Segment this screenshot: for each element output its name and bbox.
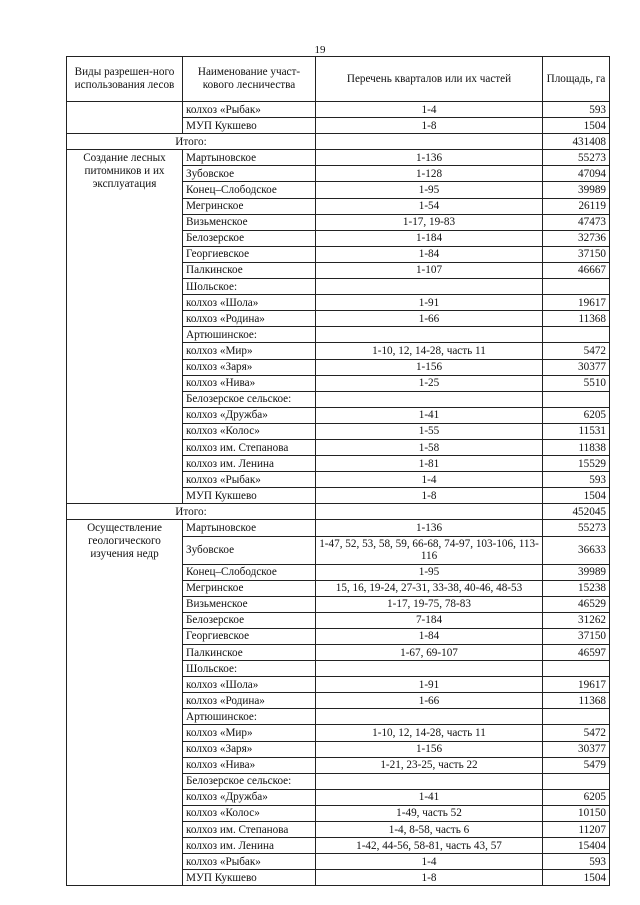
quarters-cell: 1-67, 69-107 (316, 645, 543, 661)
quarters-cell: 1-41 (316, 789, 543, 805)
total-row (67, 504, 610, 520)
district-name-cell: колхоз «Мир» (183, 725, 316, 741)
district-name-cell: колхоз «Родина» (183, 693, 316, 709)
district-name-cell: колхоз «Нива» (183, 375, 316, 391)
district-name-cell: колхоз «Дружба» (183, 789, 316, 805)
district-name-cell: Палкинское (183, 645, 316, 661)
area-cell: 46667 (543, 262, 610, 278)
quarters-cell (316, 661, 543, 677)
area-cell: 46529 (543, 596, 610, 612)
quarters-cell: 1-4, 8-58, часть 6 (316, 822, 543, 838)
area-cell: 55273 (543, 520, 610, 536)
quarters-cell: 1-41 (316, 407, 543, 423)
district-name-cell: колхоз «Рыбак» (183, 854, 316, 870)
quarters-cell (316, 279, 543, 295)
quarters-cell: 1-4 (316, 472, 543, 488)
total-quarters-cell (316, 134, 543, 150)
district-name-cell: колхоз им. Ленина (183, 456, 316, 472)
area-cell: 47473 (543, 214, 610, 230)
quarters-cell: 1-49, часть 52 (316, 805, 543, 821)
district-name-cell: колхоз «Шола» (183, 295, 316, 311)
district-name-cell: Белозерское (183, 230, 316, 246)
area-cell: 1504 (543, 118, 610, 134)
district-name-cell: Георгиевское (183, 628, 316, 644)
quarters-cell: 1-25 (316, 375, 543, 391)
quarters-cell: 1-8 (316, 870, 543, 886)
quarters-cell: 1-95 (316, 182, 543, 198)
area-cell: 32736 (543, 230, 610, 246)
header-quarters-list: Перечень кварталов или их частей (316, 57, 543, 102)
area-cell: 1504 (543, 870, 610, 886)
quarters-cell: 1-4 (316, 854, 543, 870)
district-name-cell: Мегринское (183, 580, 316, 596)
district-name-cell: Артюшинское: (183, 327, 316, 343)
area-cell: 5510 (543, 375, 610, 391)
area-cell: 5472 (543, 343, 610, 359)
district-name-cell: Мартыновское (183, 150, 316, 166)
district-name-cell: колхоз «Родина» (183, 311, 316, 327)
area-cell (543, 279, 610, 295)
quarters-cell: 1-81 (316, 456, 543, 472)
area-cell: 15238 (543, 580, 610, 596)
district-name-cell: Шольское: (183, 279, 316, 295)
quarters-cell: 1-95 (316, 564, 543, 580)
area-cell: 593 (543, 854, 610, 870)
area-cell: 11531 (543, 423, 610, 439)
quarters-cell: 1-91 (316, 295, 543, 311)
quarters-cell: 1-58 (316, 439, 543, 455)
quarters-cell: 1-8 (316, 118, 543, 134)
total-area: 431408 (543, 134, 610, 150)
district-name-cell: колхоз «Дружба» (183, 407, 316, 423)
header-use-type: Виды разрешен-ного использования лесов (67, 57, 183, 102)
quarters-cell: 1-17, 19-83 (316, 214, 543, 230)
quarters-cell (316, 391, 543, 407)
quarters-cell (316, 327, 543, 343)
quarters-cell: 1-42, 44-56, 58-81, часть 43, 57 (316, 838, 543, 854)
district-name-cell: Палкинское (183, 262, 316, 278)
area-cell: 6205 (543, 789, 610, 805)
district-name-cell: Белозерское сельское: (183, 391, 316, 407)
district-name-cell: МУП Кукшево (183, 488, 316, 504)
quarters-cell: 1-156 (316, 741, 543, 757)
quarters-cell: 1-136 (316, 520, 543, 536)
quarters-cell: 1-136 (316, 150, 543, 166)
district-name-cell: Визьменское (183, 596, 316, 612)
district-name-cell: Конец–Слободское (183, 182, 316, 198)
area-cell: 11368 (543, 693, 610, 709)
total-label: Итого: (67, 134, 316, 150)
quarters-cell: 1-66 (316, 693, 543, 709)
use-type-nurseries: Создание лесных питомников и их эксплуатация (67, 150, 183, 504)
quarters-cell: 15, 16, 19-24, 27-31, 33-38, 40-46, 48-53 (316, 580, 543, 596)
area-cell: 5472 (543, 725, 610, 741)
area-cell (543, 327, 610, 343)
area-cell: 39989 (543, 182, 610, 198)
quarters-cell: 1-91 (316, 677, 543, 693)
area-cell: 37150 (543, 628, 610, 644)
district-name-cell: Зубовское (183, 536, 316, 564)
area-cell: 593 (543, 102, 610, 118)
district-name-cell: колхоз «Шола» (183, 677, 316, 693)
quarters-cell: 1-66 (316, 311, 543, 327)
district-name-cell: колхоз «Заря» (183, 359, 316, 375)
quarters-cell: 1-156 (316, 359, 543, 375)
use-type-geology: Осуществление геологического изучения недр (67, 520, 183, 886)
use-type-cell-continued (67, 102, 183, 134)
district-name-cell: Конец–Слободское (183, 564, 316, 580)
quarters-cell: 1-17, 19-75, 78-83 (316, 596, 543, 612)
district-name-cell: колхоз «Нива» (183, 757, 316, 773)
quarters-cell: 7-184 (316, 612, 543, 628)
area-cell: 5479 (543, 757, 610, 773)
table-row (67, 150, 610, 166)
total-label: Итого: (67, 504, 316, 520)
district-name-cell: Шольское: (183, 661, 316, 677)
area-cell: 11207 (543, 822, 610, 838)
district-name-cell: Белозерское сельское: (183, 773, 316, 789)
area-cell: 46597 (543, 645, 610, 661)
district-name-cell: колхоз им. Степанова (183, 822, 316, 838)
district-name-cell: Георгиевское (183, 246, 316, 262)
total-quarters-cell (316, 504, 543, 520)
quarters-cell: 1-84 (316, 246, 543, 262)
area-cell: 15404 (543, 838, 610, 854)
area-cell: 30377 (543, 741, 610, 757)
quarters-cell: 1-10, 12, 14-28, часть 11 (316, 343, 543, 359)
district-name-cell: колхоз «Мир» (183, 343, 316, 359)
forest-use-table (66, 56, 610, 886)
quarters-cell: 1-55 (316, 423, 543, 439)
district-name-cell: Артюшинское: (183, 709, 316, 725)
area-cell: 6205 (543, 407, 610, 423)
area-cell: 31262 (543, 612, 610, 628)
header-area: Площадь, га (543, 57, 610, 102)
area-cell: 1504 (543, 488, 610, 504)
district-name-cell: колхоз им. Ленина (183, 838, 316, 854)
quarters-cell: 1-107 (316, 262, 543, 278)
district-name-cell: Мегринское (183, 198, 316, 214)
quarters-cell: 1-128 (316, 166, 543, 182)
total-area: 452045 (543, 504, 610, 520)
quarters-cell: 1-47, 52, 53, 58, 59, 66-68, 74-97, 103-106, 113-116 (316, 536, 543, 564)
district-name-cell: колхоз «Рыбак» (183, 102, 316, 118)
area-cell (543, 709, 610, 725)
quarters-cell: 1-8 (316, 488, 543, 504)
quarters-cell: 1-84 (316, 628, 543, 644)
district-name-cell: колхоз «Рыбак» (183, 472, 316, 488)
table-header (67, 57, 610, 102)
quarters-cell: 1-4 (316, 102, 543, 118)
quarters-cell (316, 773, 543, 789)
header-district-name: Наименование участ-кового лесничества (183, 57, 316, 102)
area-cell: 39989 (543, 564, 610, 580)
area-cell: 10150 (543, 805, 610, 821)
area-cell: 11838 (543, 439, 610, 455)
quarters-cell: 1-10, 12, 14-28, часть 11 (316, 725, 543, 741)
district-name-cell: МУП Кукшево (183, 118, 316, 134)
area-cell: 37150 (543, 246, 610, 262)
district-name-cell: колхоз «Заря» (183, 741, 316, 757)
area-cell: 47094 (543, 166, 610, 182)
area-cell (543, 661, 610, 677)
district-name-cell: колхоз им. Степанова (183, 439, 316, 455)
quarters-cell (316, 709, 543, 725)
area-cell (543, 773, 610, 789)
district-name-cell: МУП Кукшево (183, 870, 316, 886)
quarters-cell: 1-21, 23-25, часть 22 (316, 757, 543, 773)
area-cell: 36633 (543, 536, 610, 564)
district-name-cell: Мартыновское (183, 520, 316, 536)
page-number: 19 (314, 44, 326, 56)
area-cell: 26119 (543, 198, 610, 214)
area-cell: 11368 (543, 311, 610, 327)
district-name-cell: колхоз «Колос» (183, 805, 316, 821)
total-row (67, 134, 610, 150)
area-cell: 15529 (543, 456, 610, 472)
area-cell: 19617 (543, 677, 610, 693)
district-name-cell: Белозерское (183, 612, 316, 628)
quarters-cell: 1-184 (316, 230, 543, 246)
area-cell: 593 (543, 472, 610, 488)
area-cell: 19617 (543, 295, 610, 311)
area-cell (543, 391, 610, 407)
district-name-cell: Зубовское (183, 166, 316, 182)
district-name-cell: колхоз «Колос» (183, 423, 316, 439)
area-cell: 30377 (543, 359, 610, 375)
table-body (67, 102, 610, 886)
area-cell: 55273 (543, 150, 610, 166)
table-row (67, 102, 610, 118)
quarters-cell: 1-54 (316, 198, 543, 214)
table-row (67, 520, 610, 536)
district-name-cell: Визьменское (183, 214, 316, 230)
